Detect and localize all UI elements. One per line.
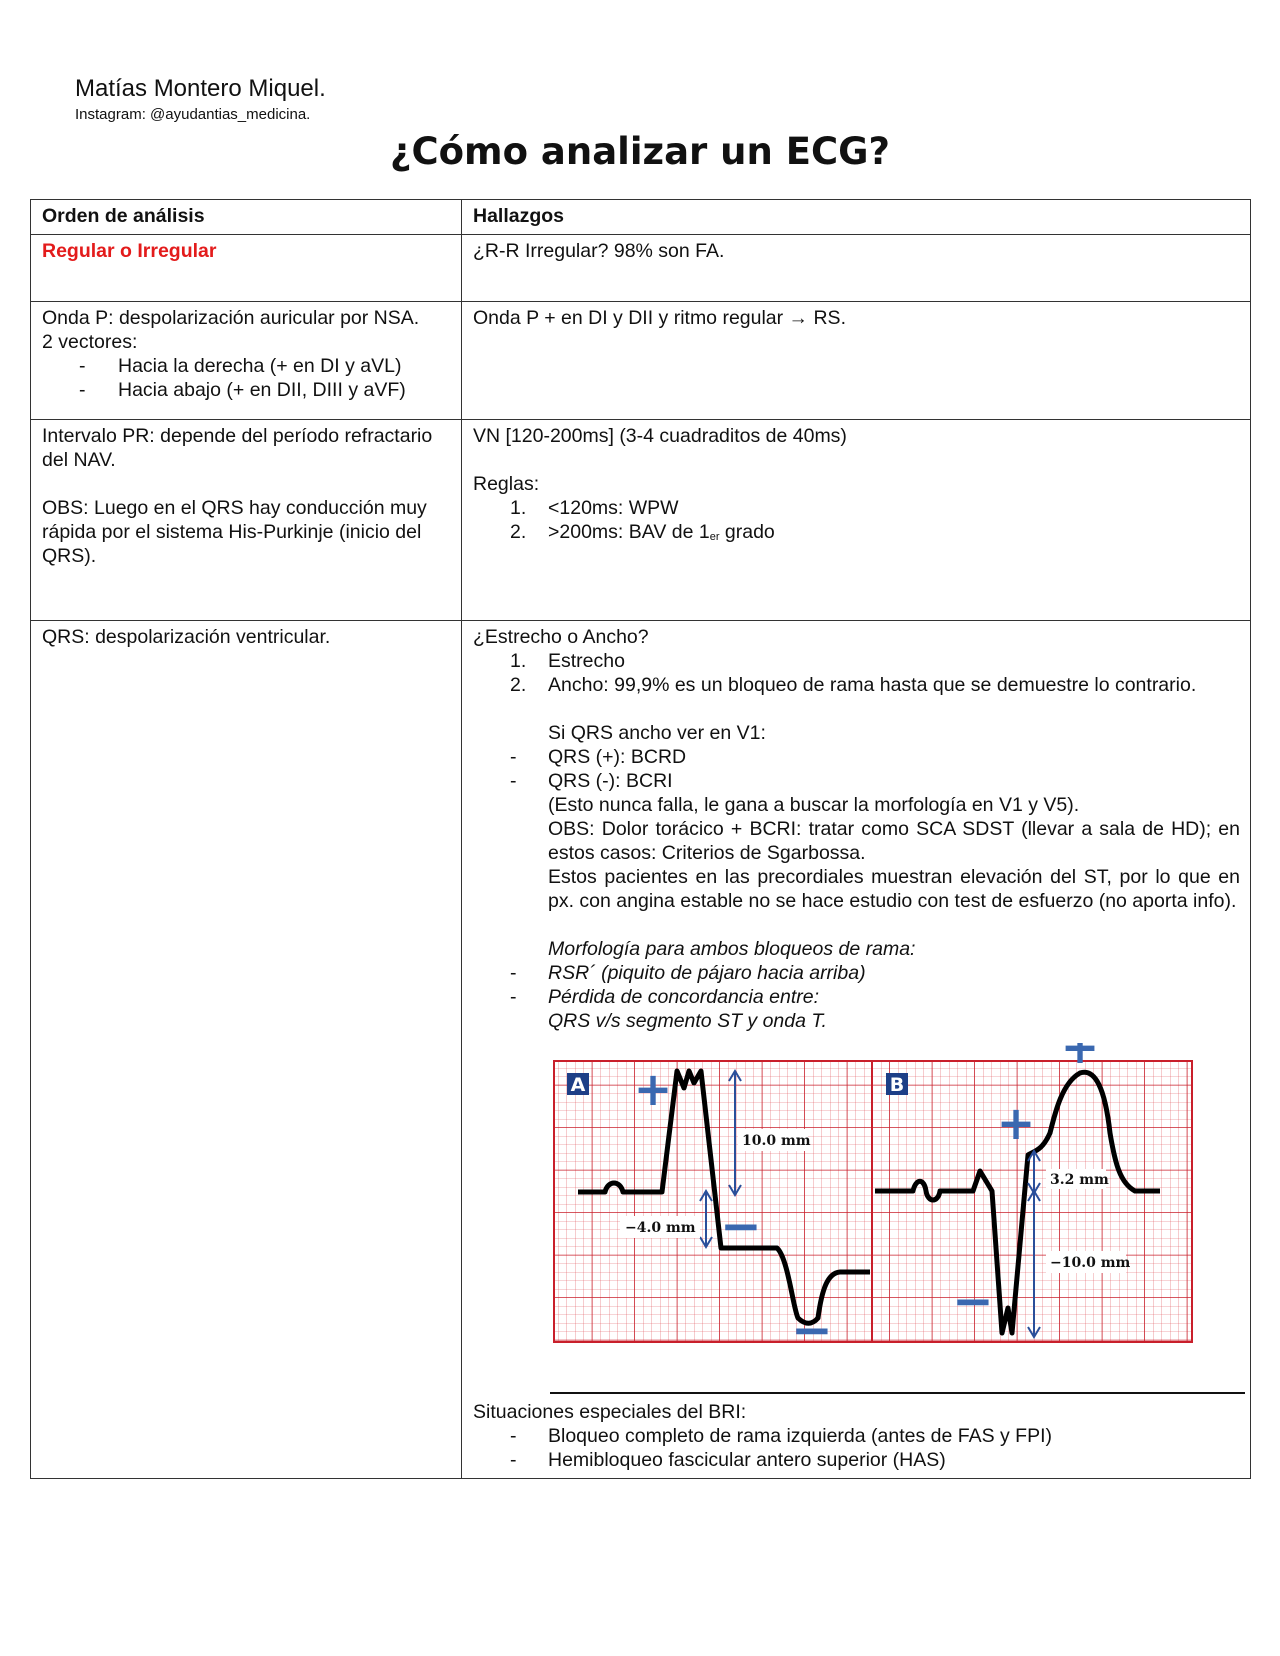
minus-icon: − [720,1197,762,1255]
instagram-handle: Instagram: @ayudantias_medicina. [75,106,311,123]
plus-icon: + [1060,1043,1100,1074]
minus-icon: − [791,1301,833,1358]
col-header-order: Orden de análisis [31,200,462,235]
pr-rules-label: Reglas: [473,473,540,495]
pr-description: Intervalo PR: depende del período refractario del NAV. [42,425,433,471]
list-item: 1. <120ms: WPW [510,497,679,519]
page-title: ¿Cómo analizar un ECG? [390,130,890,173]
regularity-heading: Regular o Irregular [42,240,217,262]
divider [550,1392,1245,1394]
list-item: 2. Ancho: 99,9% es un bloqueo de rama hasta que se demuestre lo contrario. [510,674,1197,696]
qrs-question: ¿Estrecho o Ancho? [473,626,649,648]
table-row [31,621,1251,1479]
ecg-figure [550,1043,1230,1358]
morphology-continuation: QRS v/s segmento ST y onda T. [548,1010,827,1032]
minus-icon: − [952,1272,994,1330]
morphology-title: Morfología para ambos bloqueos de rama: [548,938,916,960]
list-item: - QRS (-): BCRI [510,770,673,792]
author-name: Matías Montero Miquel. [75,75,326,102]
table-row [31,420,1251,621]
list-item: 2. >200ms: BAV de $1_{er}$ grado [510,521,775,543]
qrs-note: OBS: Dolor torácico + BCRI: tratar como SCA SDST (llevar a sala de HD); en estos casos: Criterios de Sgarbossa. [548,818,1240,864]
p-wave-vectors: 2 vectores: [42,331,138,353]
list-item: - RSR´ (piquito de pájaro hacia arriba) [510,962,866,984]
list-item: - Bloqueo completo de rama izquierda (antes de FAS y FPI) [510,1425,1053,1447]
list-item: - Hacia la derecha (+ en DI y aVL) [79,355,402,377]
pr-normal-value: VN [120-200ms] (3-4 cuadraditos de 40ms) [473,425,847,447]
table-header-row [31,200,1251,235]
wide-qrs-intro: Si QRS ancho ver en V1: [548,722,766,744]
panel-b [872,1043,1192,1342]
row-qrs-label: QRS: despolarización ventricular. [31,621,462,1479]
label-a-positive: 10.0 mm [742,1133,811,1149]
label-b-negative: −10.0 mm [1050,1255,1131,1271]
panel-b-letter: B [889,1074,905,1096]
row-p-wave-finding: Onda P + en DI y DII y ritmo regular → RS. [462,302,1251,420]
panel-a [554,1061,872,1358]
row-p-wave-label [31,302,462,420]
col-header-findings: Hallazgos [462,200,1251,235]
list-item: - QRS (+): BCRD [510,746,687,768]
list-item: - Hacia abajo (+ en DII, DIII y aVF) [79,379,406,401]
row-pr-label [31,420,462,621]
row-pr-finding [462,420,1251,621]
row-regularity-finding: ¿R-R Irregular? 98% son FA. [462,235,1251,302]
qrs-note: (Esto nunca falla, le gana a buscar la morfología en V1 y V5). [548,794,1080,816]
list-item: - Hemibloqueo fascicular antero superior (HAS) [510,1449,946,1471]
label-b-positive: 3.2 mm [1050,1172,1109,1188]
row-regularity-label [31,235,462,302]
label-a-negative: −4.0 mm [625,1220,696,1236]
row-qrs-finding [462,621,1251,1479]
pr-observation: OBS: Luego en el QRS hay conducción muy rápida por el sistema His-Purkinje (inicio del QRS). [42,497,427,567]
ecg-analysis-table [30,199,1251,1479]
plus-icon: + [996,1096,1036,1150]
list-item: - Pérdida de concordancia entre: [510,986,820,1008]
table-row [31,235,1251,302]
qrs-note: Estos pacientes en las precordiales muestran elevación del ST, por lo que en px. con angina estable no se hace estudio con test de esfuerzo (no aporta info). [548,866,1240,912]
p-wave-title: Onda P: despolarización auricular por NSA. [42,307,420,329]
table-row [31,302,1251,420]
panel-a-letter: A [570,1074,586,1096]
plus-icon: + [633,1062,673,1116]
ecg-diagram [550,1043,1230,1358]
special-situations-title: Situaciones especiales del BRI: [473,1401,747,1423]
list-item: 1. Estrecho [510,650,625,672]
